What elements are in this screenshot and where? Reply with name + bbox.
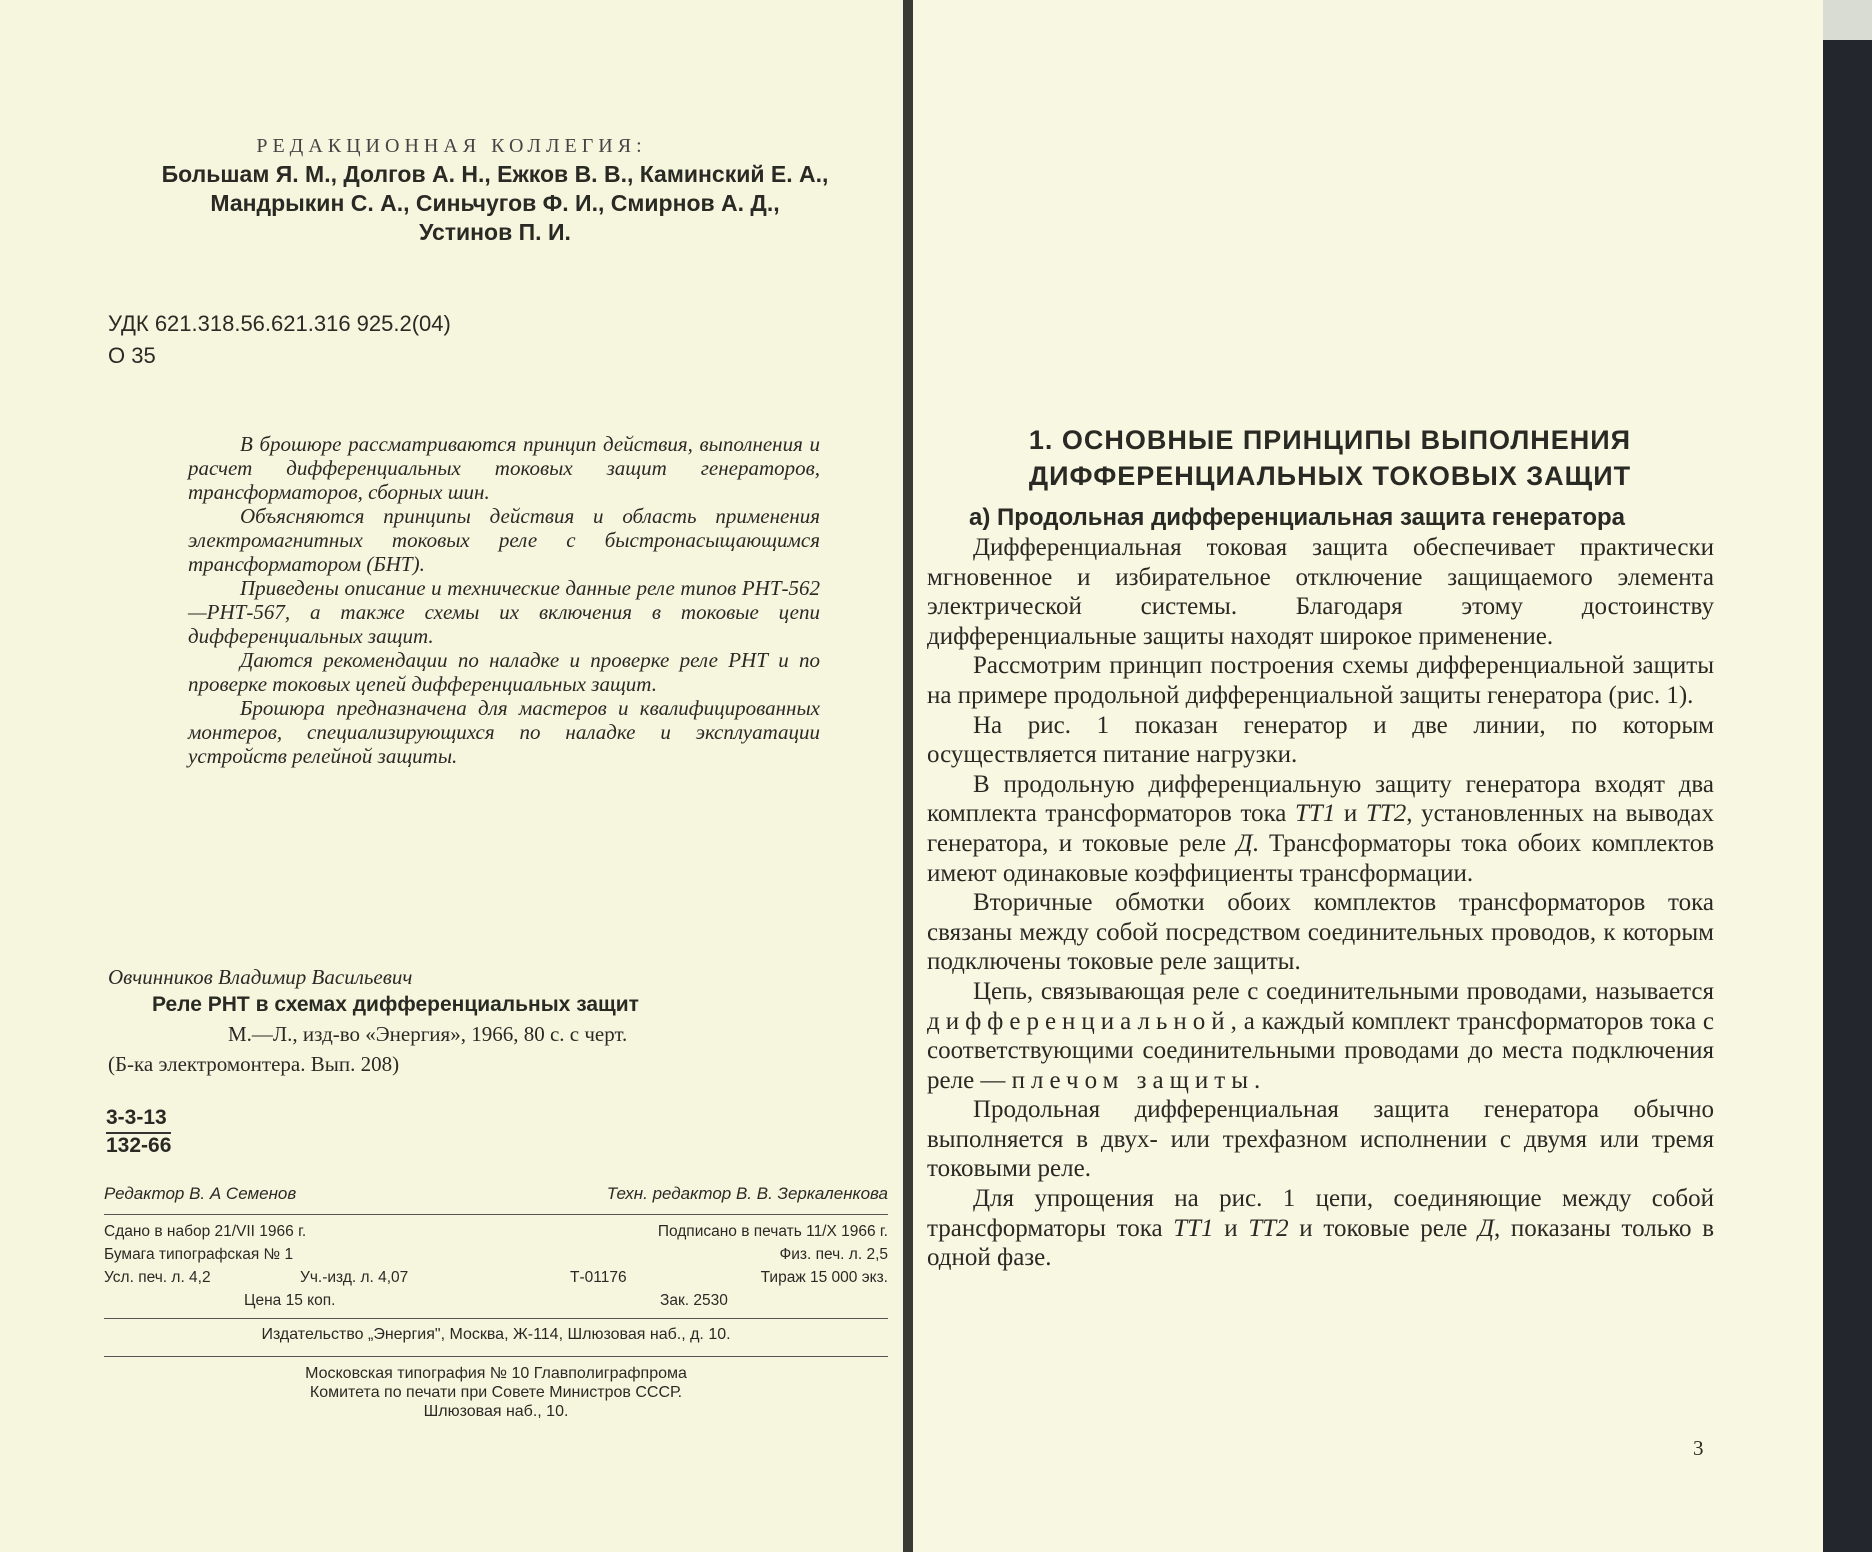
chapter-title-line: ДИФФЕРЕНЦИАЛЬНЫХ ТОКОВЫХ ЗАЩИТ xyxy=(1028,461,1632,491)
paragraph: Вторичные обмотки обоих комплектов трансформаторов тока связаны между собой посредством соединительных проводов, к которым подключены токовые реле защиты. xyxy=(927,889,1714,976)
divider xyxy=(104,1356,888,1357)
printer-info xyxy=(104,1364,888,1421)
t-code: Т-01176 xyxy=(570,1269,627,1286)
label-d: Д xyxy=(1236,829,1253,857)
order-number: Зак. 2530 xyxy=(660,1292,728,1309)
annotation-paragraph: В брошюре рассматриваются принцип действия, выполнения и расчет дифференциальных токовых защит генераторов, трансформаторов, сборных шин. xyxy=(188,432,820,504)
label-tt2: ТТ2 xyxy=(1248,1214,1289,1242)
paragraph: На рис. 1 показан генератор и две линии, по которым осуществляется питание нагрузки. xyxy=(927,711,1714,769)
udk-block xyxy=(108,308,451,372)
text-run: , установленных на выводах генератора, и токовые реле xyxy=(927,800,1714,857)
chapter-title xyxy=(985,422,1675,494)
catalog-code-top: 3-3-13 xyxy=(106,1106,171,1134)
price: Цена 15 коп. xyxy=(244,1292,336,1309)
page-number: 3 xyxy=(1693,1436,1704,1460)
annotation xyxy=(188,432,820,768)
print-details xyxy=(104,1220,888,1312)
publishing-sheets: Уч.-изд. л. 4,07 xyxy=(300,1269,409,1286)
catalog-code-bottom: 132-66 xyxy=(106,1134,172,1157)
printer-line: Московская типография № 10 Главполиграфпрома xyxy=(305,1365,687,1382)
editor-credit: Редактор В. А Семенов xyxy=(104,1184,297,1203)
conditional-sheets: Усл. печ. л. 4,2 xyxy=(104,1269,211,1286)
left-page xyxy=(0,0,903,1552)
editorial-board-heading: РЕДАКЦИОННАЯ КОЛЛЕГИЯ: xyxy=(256,135,647,157)
editors-line: Большам Я. М., Долгов А. Н., Ежков В. В., Каминский Е. А., xyxy=(161,161,829,187)
paragraph xyxy=(927,1184,1714,1273)
annotation-paragraph: Объясняются принципы действия и область применения электромагнитных токовых реле с быстронасыщающимся трансформатором (БНТ). xyxy=(188,504,820,576)
text-run: . xyxy=(1254,1066,1261,1094)
print-run: Тираж 15 000 экз. xyxy=(760,1269,888,1286)
divider xyxy=(104,1214,888,1215)
term-arm: плечом защиты xyxy=(1011,1066,1254,1094)
author-name: Овчинников Владимир Васильевич xyxy=(108,965,413,989)
chapter-title-line: 1. ОСНОВНЫЕ ПРИНЦИПЫ ВЫПОЛНЕНИЯ xyxy=(1028,425,1632,455)
paragraph: Дифференциальная токовая защита обеспечивает практически мгновенное и избирательное отключение защищаемого элемента электрической системы. Благодаря этому достоинству дифференциальные защиты находят широкое применение. xyxy=(927,534,1714,650)
text-run: , показаны только в одной фазе. xyxy=(927,1214,1714,1272)
printer-line: Шлюзовая наб., 10. xyxy=(423,1403,569,1420)
text-run: В продольную дифференциальную защиту генератора входят два комплекта трансформаторов тока xyxy=(927,770,1714,828)
sent-to-set: Сдано в набор 21/VII 1966 г. xyxy=(104,1223,307,1240)
paper-type: Бумага типографская № 1 xyxy=(104,1246,294,1263)
editorial-board-members xyxy=(100,160,890,247)
label-tt1: ТТ1 xyxy=(1173,1214,1214,1242)
editors-line: Устинов П. И. xyxy=(419,219,571,245)
text-run: Цепь, связывающая реле с соединительными проводами, называется xyxy=(973,977,1714,1005)
label-tt2: ТТ2 xyxy=(1365,800,1407,828)
text-run: и xyxy=(1213,1214,1249,1242)
signed-to-print: Подписано в печать 11/X 1966 г. xyxy=(657,1223,888,1240)
editors-line: Мандрыкин С. А., Синьчугов Ф. И., Смирнов А. Д., xyxy=(210,190,780,216)
publisher-address: Издательство „Энергия", Москва, Ж-114, Шлюзовая наб., д. 10. xyxy=(261,1326,731,1343)
book-cover-edge xyxy=(1823,40,1872,1552)
paragraph xyxy=(927,977,1714,1095)
paragraph: Продольная дифференциальная защита генератора обычно выполняется в двух- или трехфазном исполнении с двумя или тремя токовыми реле. xyxy=(927,1096,1714,1183)
editor-credits xyxy=(104,1184,888,1204)
paragraph: Рассмотрим принцип построения схемы дифференциальной защиты на примере продольной дифференциальной защиты генератора (рис. 1). xyxy=(927,652,1714,709)
label-tt1: ТТ1 xyxy=(1295,800,1336,828)
physical-sheets: Физ. печ. л. 2,5 xyxy=(779,1246,888,1263)
tech-editor-credit: Техн. редактор В. В. Зеркаленкова xyxy=(606,1184,888,1203)
text-run: и токовые реле xyxy=(1288,1214,1479,1242)
body-text xyxy=(927,533,1714,1273)
text-run: и xyxy=(1335,800,1366,828)
label-d: Д xyxy=(1478,1214,1494,1242)
text-run: . Трансформаторы тока обоих комплектов имеют одинаковые коэффициенты трансформации. xyxy=(927,829,1714,887)
text-run: , а каждый комплект трансформаторов тока с соответствующими соединительными проводами до места подключения реле — xyxy=(927,1007,1714,1094)
udk-code: УДК 621.318.56.621.316 925.2(04) xyxy=(108,311,451,336)
series-line: (Б-ка электромонтера. Вып. 208) xyxy=(108,1052,400,1076)
annotation-paragraph: Приведены описание и технические данные реле типов РНТ-562—РНТ-567, а также схемы их включения в токовые цепи дифференциальных защит. xyxy=(188,576,820,648)
library-index: О 35 xyxy=(108,343,156,368)
annotation-paragraph: Брошюра предназначена для мастеров и квалифицированных монтеров, специализирующихся по наладке и эксплуатации устройств релейной защиты. xyxy=(188,696,820,768)
book-title: Реле РНТ в схемах дифференциальных защит xyxy=(152,993,639,1016)
book-imprint: М.—Л., изд-во «Энергия», 1966, 80 с. с черт. xyxy=(228,1022,628,1046)
book-spine xyxy=(903,0,913,1552)
divider xyxy=(104,1318,888,1319)
book-edge-top xyxy=(1823,0,1872,40)
paragraph xyxy=(927,770,1714,888)
text-run: Для упрощения на рис. 1 цепи, соединяющие между собой трансформаторы тока xyxy=(927,1185,1714,1242)
annotation-paragraph: Даются рекомендации по наладке и проверке реле РНТ и по проверке токовых цепей дифференциальных защит. xyxy=(188,648,820,696)
term-differential: дифференциальной xyxy=(927,1007,1231,1035)
section-heading: а) Продольная дифференциальная защита генератора xyxy=(969,504,1626,531)
printer-line: Комитета по печати при Совете Министров СССР. xyxy=(309,1384,683,1401)
catalog-code xyxy=(106,1106,171,1158)
